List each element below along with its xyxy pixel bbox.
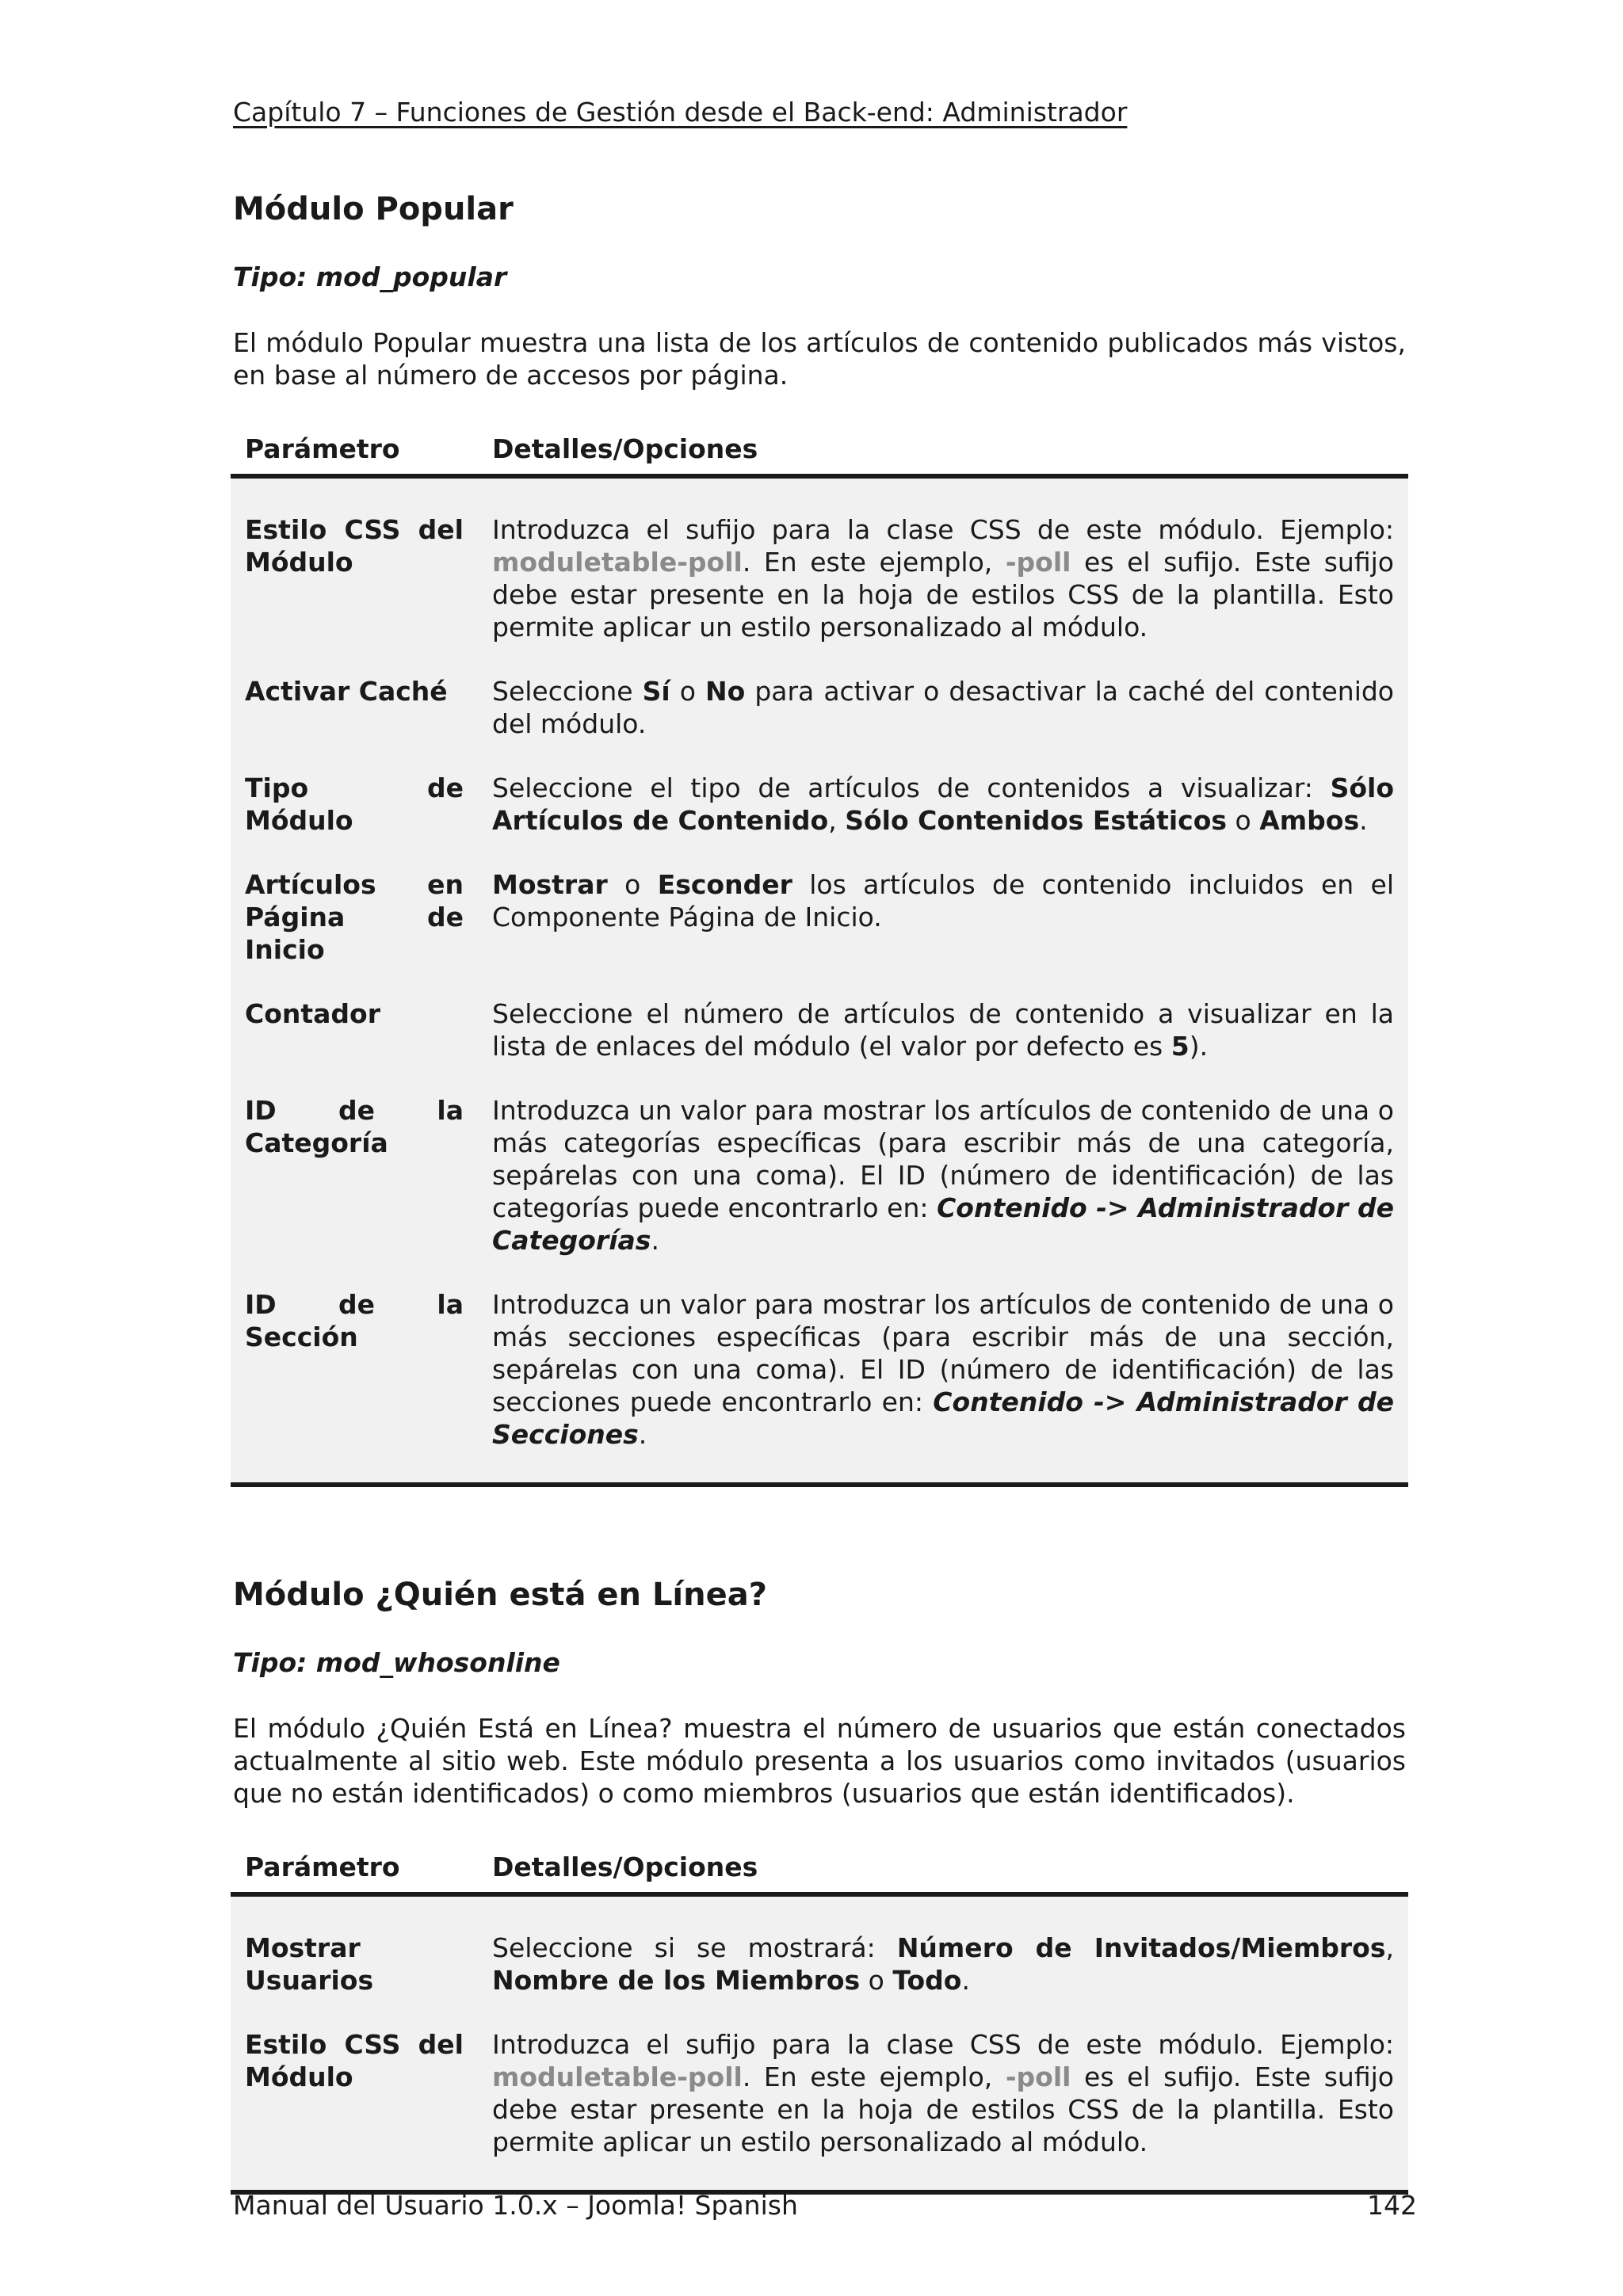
- parameter-details: [478, 675, 1408, 772]
- module-type: Tipo: mod_whosonline: [233, 1647, 560, 1678]
- parameter-details: [478, 476, 1408, 675]
- details-text: o: [860, 1965, 893, 1996]
- section-title: Módulo ¿Quién está en Línea?: [233, 1577, 767, 1613]
- option-count: Número de Invitados/Miembros: [896, 1932, 1386, 1963]
- details-text: es el sufijo. Este sufijo debe estar presente en la hoja de estilos CSS de la plantilla. Esto permite aplicar un estilo personalizado al módulo.: [492, 547, 1394, 643]
- details-text: .: [961, 1965, 970, 1996]
- details-text: los artículos de contenido incluidos en el Componente Página de Inicio.: [492, 869, 1394, 933]
- default-value: 5: [1170, 1031, 1190, 1062]
- example-suffix: -poll: [1005, 2061, 1071, 2092]
- details-text: ,: [828, 805, 846, 836]
- details-text: es el sufijo. Este sufijo debe estar presente en la hoja de estilos CSS de la plantilla. Esto permite aplicar un estilo personalizado al módulo.: [492, 2061, 1394, 2157]
- option-show: Mostrar: [492, 869, 608, 900]
- parameter-name: ID de la Categoría: [231, 1094, 478, 1288]
- example-class: moduletable-poll: [492, 2061, 743, 2092]
- parameter-details: [478, 1894, 1408, 2028]
- details-text: .: [1359, 805, 1368, 836]
- details-text: Seleccione si se mostrará:: [492, 1932, 897, 1963]
- parameter-details: [478, 997, 1408, 1094]
- example-suffix: -poll: [1005, 547, 1071, 578]
- column-header-parameter: Parámetro: [231, 423, 478, 476]
- details-text: o: [607, 869, 658, 900]
- section-popular: [233, 187, 1406, 1487]
- details-text: Introduzca un valor para mostrar los artículos de contenido de una o más secciones específicas (para escribir más de una sección, sepárelas con una coma). El ID (número de identificación) de las secciones puede encontrarlo en:: [492, 1289, 1394, 1417]
- parameter-details: [478, 1288, 1408, 1485]
- column-header-details: Detalles/Opciones: [478, 423, 1408, 476]
- details-text: . En este ejemplo,: [742, 2061, 1006, 2092]
- details-text: Seleccione: [492, 676, 643, 707]
- parameter-details: [478, 868, 1408, 997]
- details-text: para activar o desactivar la caché del contenido del módulo.: [492, 676, 1394, 739]
- table-row: [231, 1894, 1408, 2028]
- page-content: [233, 187, 1406, 2195]
- parameter-name: Activar Caché: [231, 675, 478, 772]
- details-text: Introduzca el sufijo para la clase CSS de este módulo. Ejemplo:: [492, 2029, 1394, 2060]
- parameter-name: Estilo CSS del Módulo: [231, 2028, 478, 2192]
- menu-path: Contenido -> Administrador de Categorías: [492, 1192, 1394, 1256]
- parameter-name: Estilo CSS del Módulo: [231, 476, 478, 675]
- option-names: Nombre de los Miembros: [492, 1965, 861, 1996]
- module-type: Tipo: mod_popular: [233, 261, 507, 292]
- table-row: [231, 675, 1408, 772]
- parameter-details: [478, 2028, 1408, 2192]
- details-text: Introduzca el sufijo para la clase CSS de este módulo. Ejemplo:: [492, 514, 1394, 545]
- details-text: o: [1227, 805, 1260, 836]
- table-row: [231, 868, 1408, 997]
- table-row: [231, 2028, 1408, 2192]
- column-header-details: Detalles/Opciones: [478, 1841, 1408, 1894]
- details-text: . En este ejemplo,: [742, 547, 1006, 578]
- column-header-parameter: Parámetro: [231, 1841, 478, 1894]
- option-yes: Sí: [642, 676, 670, 707]
- page-header: Capítulo 7 – Funciones de Gestión desde el Back-end: Administrador: [233, 97, 1128, 128]
- option-hide: Esconder: [657, 869, 792, 900]
- option-static: Sólo Contenidos Estáticos: [845, 805, 1228, 836]
- table-header-row: [231, 1841, 1408, 1894]
- section-whosonline: [233, 1573, 1406, 2195]
- details-text: .: [638, 1419, 647, 1450]
- details-text: Introduzca un valor para mostrar los artículos de contenido de una o más categorías específicas (para escribir más de una categoría, sepárelas con una coma). El ID (número de identificación) de las categorías puede encontrarlo en:: [492, 1095, 1394, 1223]
- table-row: [231, 476, 1408, 675]
- footer-manual-title: Manual del Usuario 1.0.x – Joomla! Spanish: [233, 2190, 798, 2221]
- details-text: ).: [1189, 1031, 1209, 1062]
- details-text: Seleccione el tipo de artículos de contenidos a visualizar:: [492, 772, 1331, 803]
- table-row: [231, 997, 1408, 1094]
- example-class: moduletable-poll: [492, 547, 743, 578]
- option-articles: Sólo Artículos de Contenido: [492, 772, 1394, 836]
- parameter-name: Contador: [231, 997, 478, 1094]
- parameter-name: Artículos en Página de Inicio: [231, 868, 478, 997]
- details-text: Seleccione el número de artículos de contenido a visualizar en la lista de enlaces del módulo (el valor por defecto es: [492, 998, 1394, 1062]
- parameters-table: [231, 423, 1408, 1487]
- option-no: No: [705, 676, 746, 707]
- parameter-details: [478, 1094, 1408, 1288]
- page-number: 142: [1367, 2190, 1417, 2221]
- menu-path: Contenido -> Administrador de Secciones: [492, 1386, 1394, 1450]
- section-intro: El módulo Popular muestra una lista de los artículos de contenido publicados más vistos, en base al número de accesos por página.: [233, 327, 1406, 391]
- parameter-details: [478, 772, 1408, 868]
- parameter-name: Tipo de Módulo: [231, 772, 478, 868]
- parameter-name: ID de la Sección: [231, 1288, 478, 1485]
- details-text: ,: [1385, 1932, 1394, 1963]
- table-row: [231, 772, 1408, 868]
- section-title: Módulo Popular: [233, 191, 514, 227]
- section-intro: El módulo ¿Quién Está en Línea? muestra el número de usuarios que están conectados actualmente al sitio web. Este módulo presenta a los usuarios como invitados (usuarios que no están identificados) o como miembros (usuarios que están identificados).: [233, 1713, 1406, 1809]
- parameter-name: Mostrar Usuarios: [231, 1894, 478, 2028]
- parameters-table: [231, 1841, 1408, 2195]
- table-row: [231, 1094, 1408, 1288]
- option-all: Todo: [892, 1965, 962, 1996]
- option-both: Ambos: [1259, 805, 1360, 836]
- details-text: .: [651, 1225, 659, 1256]
- details-text: o: [670, 676, 705, 707]
- table-header-row: [231, 423, 1408, 476]
- table-row: [231, 1288, 1408, 1485]
